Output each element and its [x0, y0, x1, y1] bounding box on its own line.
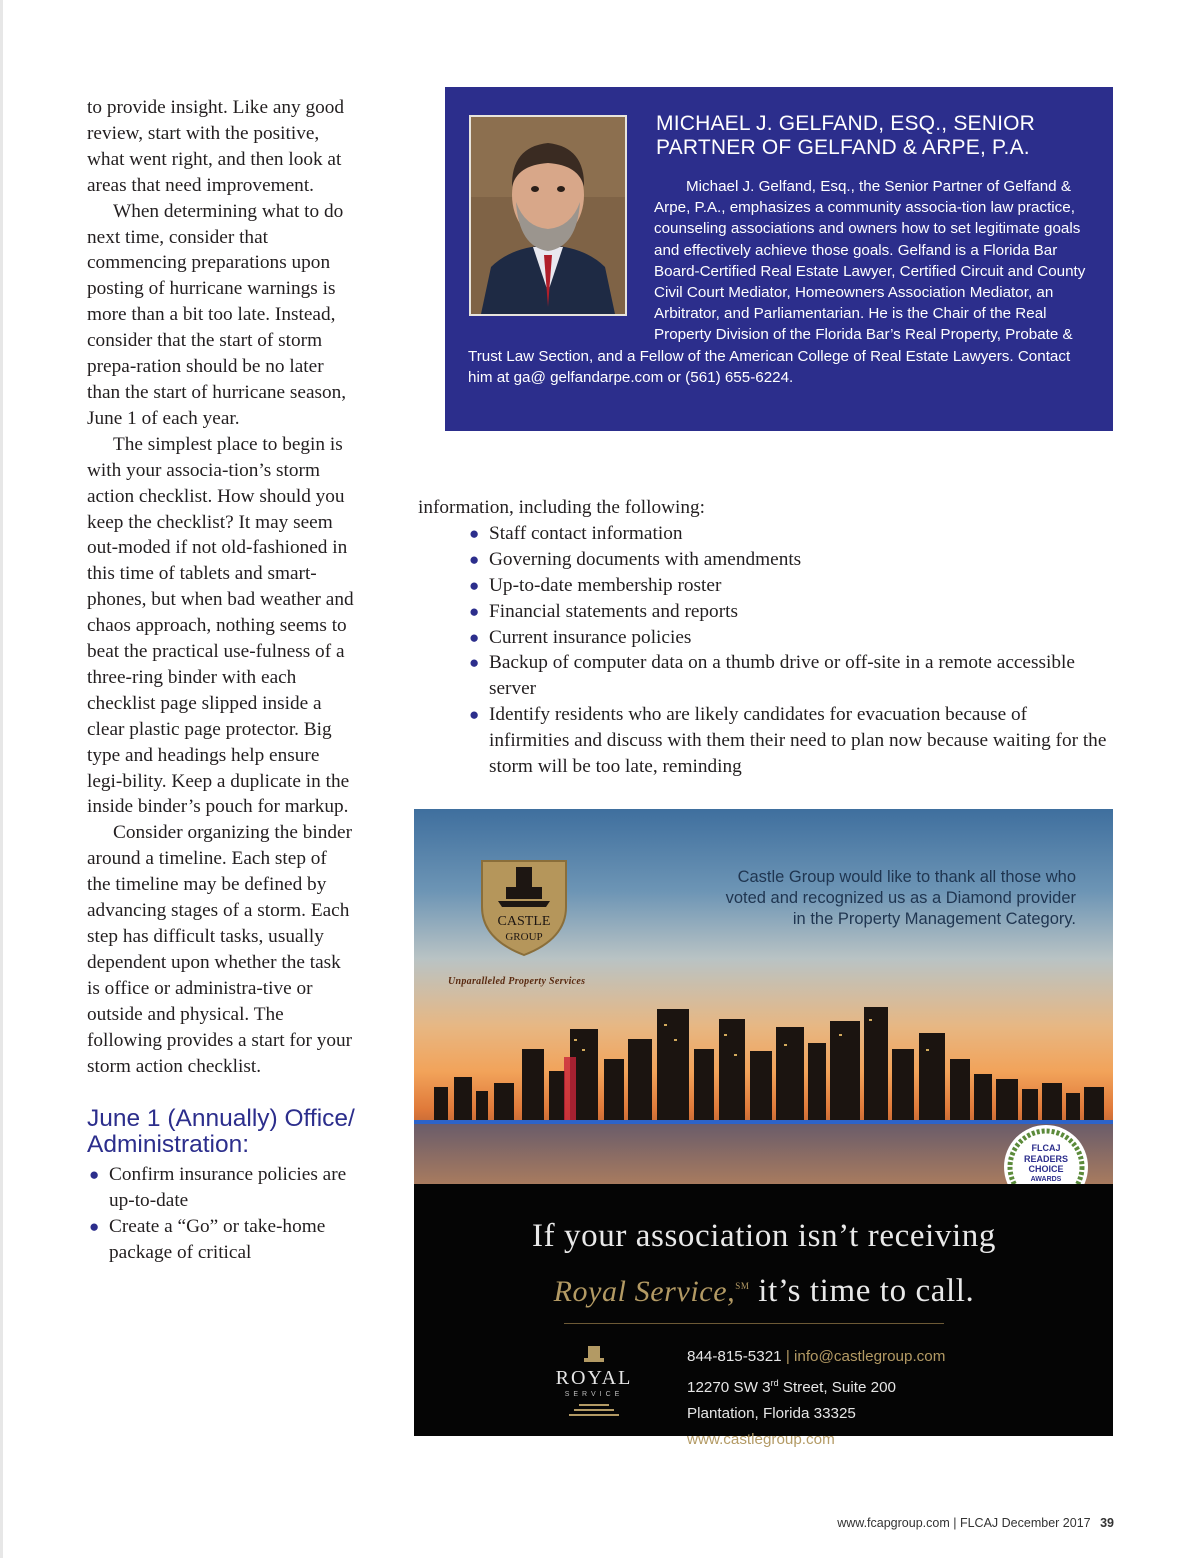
- right-column: [418, 495, 1108, 780]
- castle-group-advertisement: [414, 809, 1113, 1449]
- footer-date: December 2017: [1001, 1516, 1091, 1530]
- bullet-icon: ●: [469, 549, 480, 569]
- castle-group-tagline: Unparalleled Property Services: [448, 976, 586, 987]
- list-item: ● Backup of computer data on a thumb drive or off-site in a remote accessible server: [469, 652, 1075, 700]
- ad-divider: [564, 1323, 944, 1324]
- footer-publication: FLCAJ: [959, 1516, 999, 1530]
- list-item: ● Confirm insurance policies are up-to-date: [89, 1164, 347, 1212]
- article-paragraph: When determining what to do next time, consider that commencing preparations upon posting of hurricane warnings is more than a bit too late. Instead, consider that the start of storm prepa-ration should be no later than the start of hurricane season, June 1 of each year.: [87, 200, 347, 429]
- bullet-icon: ●: [469, 705, 480, 725]
- website-link: www.castlegroup.com: [687, 1431, 835, 1449]
- svg-text:SERVICE: SERVICE: [564, 1391, 624, 1398]
- list-item: ● Create a “Go” or take-home package of critical: [89, 1216, 326, 1264]
- ad-thank-you-text: Castle Group would like to thank all those who voted and recognized us as a Diamond provider in the Property Management Category.: [725, 868, 1076, 928]
- list-item: ● Staff contact information: [467, 521, 1108, 547]
- ad-headline: If your association isn’t receiving Royal Service,℠ it’s time to call.: [532, 1218, 996, 1309]
- castle-group-logo: [476, 847, 572, 957]
- bullet-icon: ●: [469, 653, 480, 673]
- bullet-icon: ●: [469, 575, 480, 595]
- article-paragraph: Consider organizing the binder around a timeline. Each step of the timeline may be defined by advancing stages of a storm. Each step has difficult tasks, usually dependent upon whether the task is office or administra-tive or outside and physical. The following provides a start for your storm action checklist.: [87, 822, 353, 1077]
- bullet-icon: ●: [469, 523, 480, 543]
- ad-contact-info: 844-815-5321 | info@castlegroup.com 12270 SW 3rd Street, Suite 200 Plantation, Florida 33325 www.castlegroup.com: [687, 1344, 945, 1453]
- royal-service-logo: [544, 1344, 644, 1424]
- svg-text:CHOICE: CHOICE: [1028, 1164, 1064, 1174]
- bullet-icon: ●: [469, 627, 480, 647]
- bio-text: Michael J. Gelfand, Esq., the Senior Partner of Gelfand & Arpe, P.A., emphasizes a community associa-tion law practice, counseling associations and owners how to set legitimate goals and effectively achieve those goals. Gelfand is a Florida Bar Board-Certified Real Estate Lawyer, Certified Circuit and County Civil Court Mediator, Homeowners Association Mediator, an Arbitrator, and Parliamentarian. He is the Chair of the Real Property Division of the Florida Bar’s Real Property, Probate & Trust Law Section, and a Fellow of the American College of Real Estate Lawyers. Contact him at ga@ gelfandarpe.com or (561) 655-6224.: [468, 178, 1086, 386]
- list-item: ● Current insurance policies: [467, 625, 1108, 651]
- list-item: ● Financial statements and reports: [467, 599, 1108, 625]
- author-bio-box: [445, 87, 1113, 431]
- article-paragraph: information, including the following:: [418, 497, 706, 518]
- email-address: info@castlegroup.com: [794, 1348, 946, 1365]
- list-item: ● Identify residents who are likely candidates for evacuation because of infirmities and discuss with them their need to plan now because waiting for the storm will be too late, reminding: [469, 704, 1107, 778]
- svg-text:FLCAJ: FLCAJ: [1031, 1143, 1061, 1153]
- left-column: [87, 95, 355, 1266]
- svg-text:READERS: READERS: [1023, 1154, 1069, 1164]
- street-address: 12270 SW 3rd Street, Suite 200: [687, 1378, 896, 1397]
- bullet-icon: ●: [469, 601, 480, 621]
- bio-text-block: [468, 176, 1098, 388]
- bullet-icon: ●: [89, 1165, 100, 1185]
- article-paragraph: to provide insight. Like any good review, start with the positive, what went right, and then look at areas that need improvement.: [87, 97, 345, 196]
- article-paragraph: The simplest place to begin is with your associa-tion’s storm action checklist. How should you keep the checklist? It may seem out-moded if not old-fashioned in this time of tablets and smart-phones, but when bad weather and chaos approach, nothing seems to beat the practical use-fulness of a three-ring binder with each checklist page slipped inside a clear plastic page protector. Big type and headings help ensure legi-bility. Keep a duplicate in the inside binder’s pouch for markup.: [87, 433, 354, 818]
- svg-text:ROYAL: ROYAL: [555, 1367, 633, 1389]
- footer-website: www.fcapgroup.com: [837, 1516, 950, 1530]
- list-item: ● Up-to-date membership roster: [467, 573, 1108, 599]
- page-footer: www.fcapgroup.com | FLCAJ December 2017 39: [837, 1516, 1114, 1530]
- phone-number: 844-815-5321: [687, 1348, 782, 1365]
- svg-text:AWARDS: AWARDS: [1030, 1176, 1062, 1183]
- city-address: Plantation, Florida 33325: [687, 1405, 856, 1423]
- checklist: [87, 1162, 355, 1266]
- page-number: 39: [1100, 1516, 1114, 1530]
- section-heading: June 1 (Annually) Office/ Administration:: [87, 1105, 355, 1159]
- page-edge: [0, 0, 3, 1558]
- bullet-icon: ●: [89, 1217, 100, 1237]
- svg-text:CASTLE: CASTLE: [497, 914, 551, 929]
- checklist: [467, 521, 1108, 780]
- bio-title: MICHAEL J. GELFAND, ESQ., SENIOR PARTNER OF GELFAND & ARPE, P.A.: [656, 112, 1036, 159]
- svg-text:GROUP: GROUP: [505, 931, 543, 943]
- list-item: ● Governing documents with amendments: [467, 547, 1108, 573]
